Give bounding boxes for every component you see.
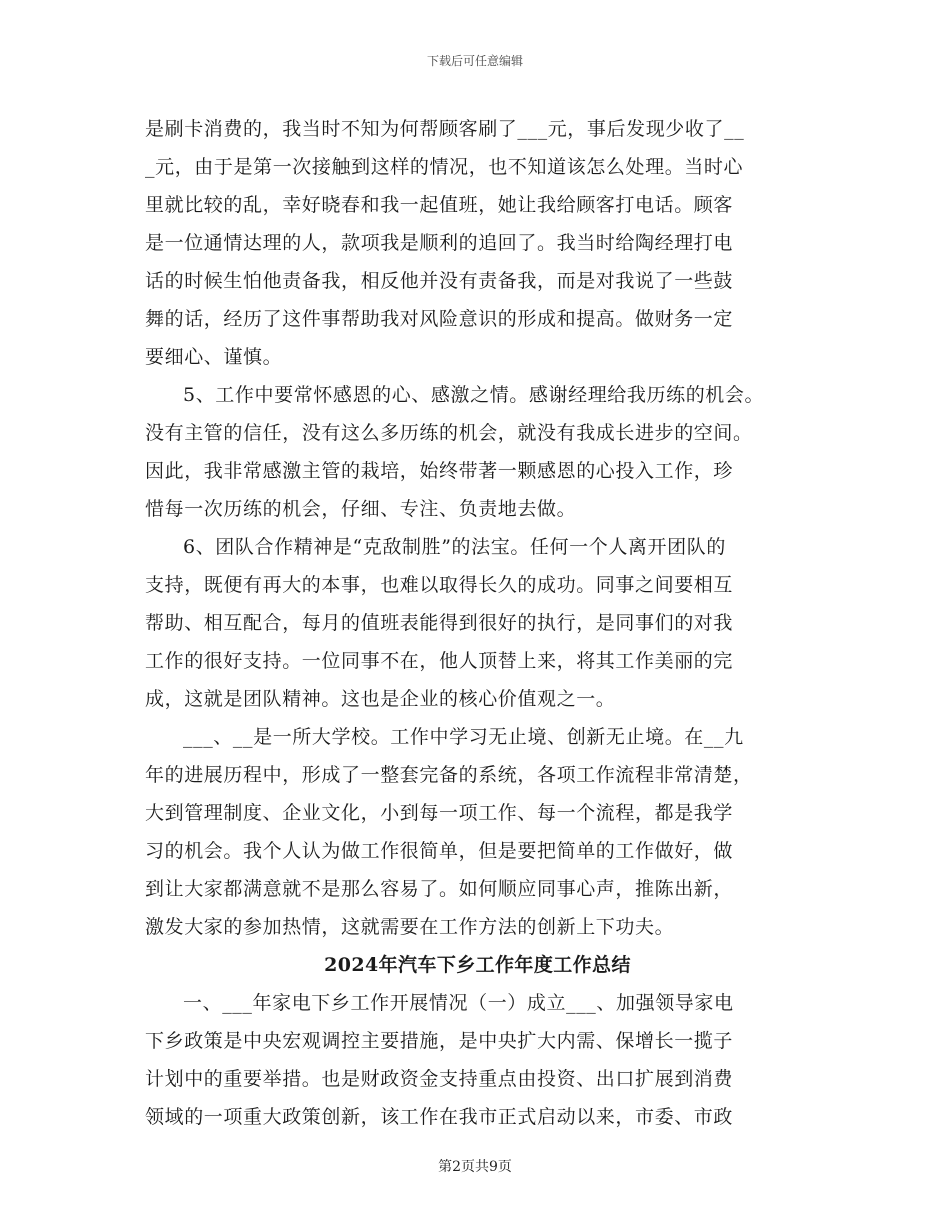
text-line: 舞的话，经历了这件事帮助我对风险意识的形成和提高。做财务一定 bbox=[145, 308, 734, 330]
text-line: 激发大家的参加热情，这就需要在工作方法的创新上下功夫。 bbox=[145, 916, 675, 938]
text-line: 成，这就是团队精神。这也是企业的核心价值观之一。 bbox=[145, 688, 616, 710]
text-line: 没有主管的信任，没有这么多历练的机会，就没有我成长进步的空间。 bbox=[145, 422, 753, 444]
section-title: 2024年汽车下乡工作年度工作总结 bbox=[324, 954, 631, 976]
text-line: 领域的一项重大政策创新，该工作在我市正式启动以来，市委、市政 bbox=[145, 1106, 734, 1128]
text-line: 到让大家都满意就不是那么容易了。如何顺应同事心声，推陈出新， bbox=[145, 878, 734, 900]
paragraph-start-line: ___、__是一所大学校。工作中学习无止境、创新无止境。在__九 bbox=[183, 726, 744, 748]
text-line: 支持，既便有再大的本事，也难以取得长久的成功。同事之间要相互 bbox=[145, 574, 734, 596]
text-line: 话的时候生怕他责备我，相反他并没有责备我，而是对我说了一些鼓 bbox=[145, 270, 734, 292]
text-line: 里就比较的乱，幸好晓春和我一起值班，她让我给顾客打电话。顾客 bbox=[145, 194, 734, 216]
page-number: 第2页共9页 bbox=[438, 1159, 512, 1175]
paragraph-start-line: 一、___年家电下乡工作开展情况（一）成立___、加强领导家电 bbox=[183, 992, 734, 1014]
text-line: 是一位通情达理的人，款项我是顺利的追回了。我当时给陶经理打电 bbox=[145, 232, 734, 254]
text-line: 年的进展历程中，形成了一整套完备的系统，各项工作流程非常清楚， bbox=[145, 764, 753, 786]
text-line: 惜每一次历练的机会，仔细、专注、负责地去做。 bbox=[145, 498, 577, 520]
text-line: 要细心、谨慎。 bbox=[145, 346, 283, 368]
text-line: 习的机会。我个人认为做工作很简单，但是要把简单的工作做好，做 bbox=[145, 840, 734, 862]
text-line: 工作的很好支持。一位同事不在，他人顶替上来，将其工作美丽的完 bbox=[145, 650, 734, 672]
text-line: 是刷卡消费的，我当时不知为何帮顾客刷了___元，事后发现少收了__ bbox=[145, 118, 745, 140]
document-body bbox=[145, 110, 810, 1136]
text-line: 帮助、相互配合，每月的值班表能得到很好的执行，是同事们的对我 bbox=[145, 612, 734, 634]
header-note: 下载后可任意编辑 bbox=[426, 54, 523, 68]
text-line: 下乡政策是中央宏观调控主要措施，是中央扩大内需、保增长一揽子 bbox=[145, 1030, 734, 1052]
text-line: _元，由于是第一次接触到这样的情况，也不知道该怎么处理。当时心 bbox=[145, 156, 744, 178]
text-line: 因此，我非常感激主管的栽培，始终带著一颗感恩的心投入工作，珍 bbox=[145, 460, 734, 482]
paragraph-start-line: 5、工作中要常怀感恩的心、感激之情。感谢经理给我历练的机会。 bbox=[183, 384, 765, 406]
paragraph-start-line: 6、团队合作精神是“克敌制胜”的法宝。任何一个人离开团队的 bbox=[183, 536, 726, 558]
text-line: 计划中的重要举措。也是财政资金支持重点由投资、出口扩展到消费 bbox=[145, 1068, 734, 1090]
text-line: 大到管理制度、企业文化，小到每一项工作、每一个流程，都是我学 bbox=[145, 802, 734, 824]
